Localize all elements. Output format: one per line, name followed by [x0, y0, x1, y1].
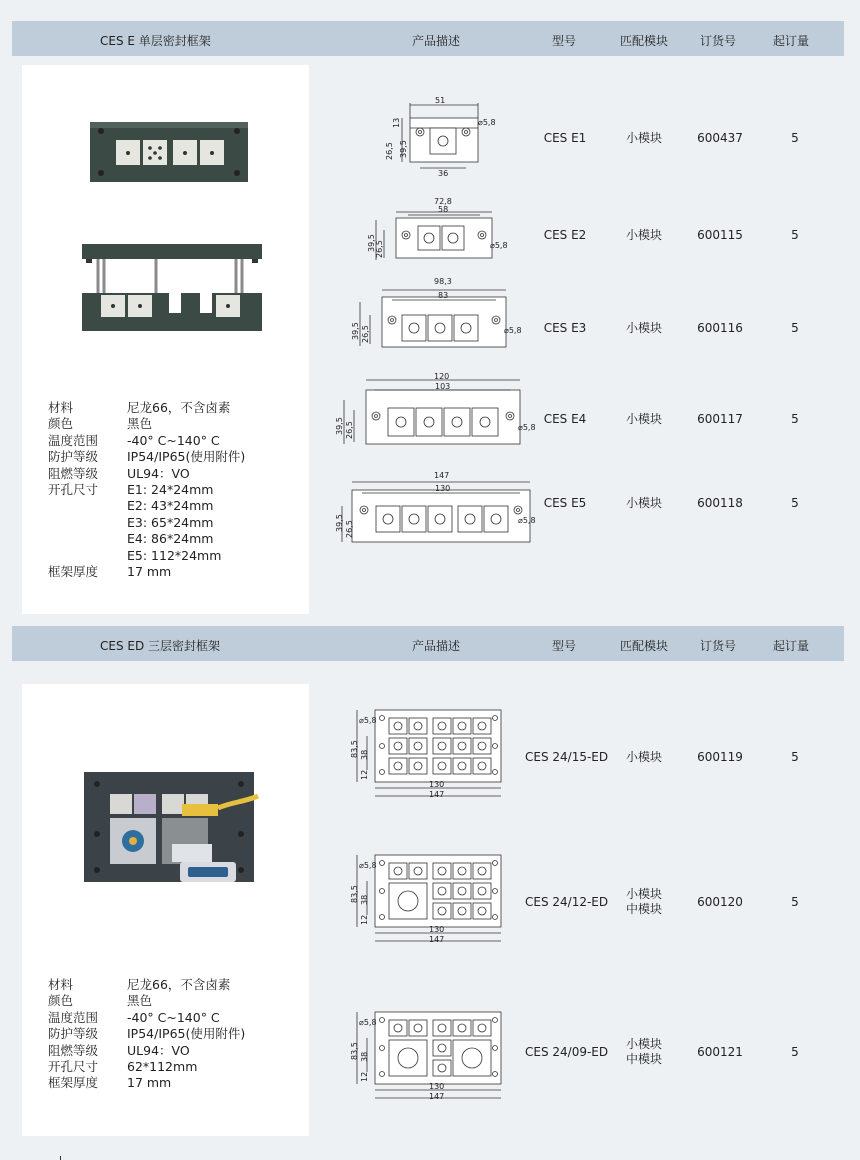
- order-cell: 600116: [697, 321, 743, 335]
- model-cell: CES 24/12-ED: [525, 895, 609, 909]
- spec-key: 开孔尺寸: [48, 1059, 99, 1075]
- spec-row: [48, 498, 245, 514]
- spec-key: 开孔尺寸: [48, 482, 99, 498]
- drawing-24-09-ed: [350, 1012, 501, 1101]
- dim-label: 13: [392, 117, 401, 128]
- drawing-e3: [351, 277, 522, 347]
- dim-label: ⌀5,8: [518, 423, 536, 432]
- dim-label: 83,5: [350, 1042, 359, 1060]
- model-cell: CES 24/15-ED: [525, 750, 609, 764]
- spec-value: -40° C~140° C: [127, 432, 220, 448]
- dim-label: 38: [360, 1051, 369, 1062]
- spec-key: 框架厚度: [48, 564, 99, 580]
- order-cell: 600117: [697, 412, 743, 426]
- spec-value: IP54/IP65(使用附件): [127, 449, 246, 465]
- spec-value: UL94：VO: [127, 465, 190, 481]
- order-cell: 600118: [697, 496, 743, 510]
- spec-value: 17 mm: [127, 564, 172, 580]
- spec-row: [48, 977, 245, 993]
- dim-label: ⌀5,8: [518, 516, 536, 525]
- moq-cell: 5: [791, 750, 799, 764]
- spec-row: [48, 400, 245, 416]
- spec-row: [48, 1075, 245, 1091]
- spec-key: [48, 515, 127, 531]
- spec-key: 材料: [48, 400, 74, 415]
- spec-key: 框架厚度: [48, 1075, 99, 1091]
- dim-label: 39,5: [335, 514, 344, 532]
- col-order: 订货号: [700, 34, 737, 48]
- module-cell: 小模块: [625, 412, 662, 426]
- spec-row: [48, 1043, 245, 1059]
- dim-label: ⌀5,8: [490, 241, 508, 250]
- col-model: 型号: [552, 34, 577, 48]
- moq-cell: 5: [791, 228, 799, 242]
- section-title: CES ED 三层密封框架: [100, 639, 221, 653]
- section-header-ces-e: [12, 21, 844, 56]
- spec-row: [48, 1059, 245, 1075]
- moq-cell: 5: [791, 321, 799, 335]
- dim-label: 130: [429, 1082, 445, 1091]
- spec-key: 阻燃等级: [48, 465, 99, 481]
- module-cell: 小模块: [625, 750, 662, 764]
- model-cell: CES E4: [543, 412, 587, 426]
- spec-value: IP54/IP65(使用附件): [127, 1026, 246, 1042]
- dim-label: 26,5: [345, 520, 354, 538]
- drawing-24-15-ed: [350, 710, 501, 799]
- col-desc: 产品描述: [412, 639, 461, 653]
- dim-label: 51: [435, 96, 446, 105]
- dim-label: 72,8: [434, 197, 452, 206]
- spec-row: [48, 482, 245, 498]
- spec-value: 黑色: [127, 993, 153, 1009]
- dim-label: 83,5: [350, 740, 359, 758]
- spec-row: [48, 1026, 245, 1042]
- drawing-e4: [335, 372, 536, 444]
- model-cell: CES E3: [543, 321, 587, 335]
- model-cell: CES 24/09-ED: [525, 1045, 609, 1059]
- section-title: CES E 单层密封框架: [100, 34, 211, 48]
- dim-label: 83: [438, 291, 449, 300]
- spec-key: 温度范围: [48, 1009, 99, 1025]
- drawing-e2: [367, 197, 508, 260]
- drawings-ces-e: [330, 90, 536, 610]
- spec-key: [48, 548, 127, 564]
- spec-row: [48, 1010, 245, 1026]
- dim-label: 38: [360, 749, 369, 760]
- dim-label: 39,5: [351, 322, 360, 340]
- col-model: 型号: [552, 639, 577, 653]
- spec-key: 防护等级: [48, 1026, 99, 1042]
- spec-row: [48, 531, 245, 547]
- spec-key: 温度范围: [48, 432, 99, 448]
- dim-label: 58: [438, 205, 449, 214]
- moq-cell: 5: [791, 412, 799, 426]
- dim-label: 83,5: [350, 885, 359, 903]
- spec-key: 阻燃等级: [48, 1042, 99, 1058]
- dim-label: 12: [360, 1071, 369, 1082]
- col-order: 订货号: [700, 639, 737, 653]
- spec-value: 17 mm: [127, 1075, 172, 1091]
- module-cell: 小模块: [625, 131, 662, 145]
- page-tick-mark: [60, 1156, 61, 1160]
- spec-row: [48, 548, 245, 564]
- dim-label: 147: [429, 1092, 445, 1101]
- dim-label: 39,5: [335, 417, 344, 435]
- spec-value: E5: 112*24mm: [127, 547, 222, 563]
- module-cell: 小模块: [625, 887, 662, 901]
- spec-key: 材料: [48, 977, 74, 992]
- dim-label: ⌀5,8: [478, 118, 496, 127]
- dim-label: 98,3: [434, 277, 452, 286]
- module-cell-2: 中模块: [625, 1052, 662, 1066]
- order-cell: 600119: [697, 750, 743, 764]
- dim-label: 12: [360, 914, 369, 925]
- section-header-ces-ed: [12, 626, 844, 661]
- order-cell: 600115: [697, 228, 743, 242]
- dim-label: 120: [434, 372, 450, 381]
- module-cell: 小模块: [625, 321, 662, 335]
- spec-key: 防护等级: [48, 449, 99, 465]
- dim-label: 39,5: [399, 140, 408, 158]
- module-cell: 小模块: [625, 228, 662, 242]
- dim-label: 130: [429, 925, 445, 934]
- spec-key: 颜色: [48, 416, 74, 432]
- spec-list-ces-e: [48, 400, 245, 580]
- spec-value: 尼龙66，不含卤素: [127, 977, 231, 992]
- drawing-e5: [335, 471, 530, 542]
- col-moq: 起订量: [773, 34, 810, 48]
- dim-label: ⌀5,8: [504, 326, 522, 335]
- dim-label: 38: [360, 894, 369, 905]
- spec-value: E3: 65*24mm: [127, 514, 214, 530]
- drawings-ces-ed: [345, 700, 525, 1120]
- dim-label: ⌀5,8: [359, 1018, 377, 1027]
- spec-row: [48, 993, 245, 1009]
- spec-row: [48, 564, 245, 580]
- module-cell-2: 中模块: [625, 902, 662, 916]
- drawing-24-12-ed: [350, 855, 501, 944]
- dim-label: 147: [429, 935, 445, 944]
- dim-label: ⌀5,8: [359, 861, 377, 870]
- dim-label: 26,5: [375, 240, 384, 258]
- moq-cell: 5: [791, 496, 799, 510]
- spec-value: 黑色: [127, 416, 153, 432]
- dim-label: 103: [435, 382, 451, 391]
- drawing-e1: [385, 96, 496, 178]
- order-cell: 600437: [697, 131, 743, 145]
- dim-label: 130: [435, 484, 451, 493]
- moq-cell: 5: [791, 131, 799, 145]
- spec-value: 尼龙66，不含卤素: [127, 400, 231, 415]
- col-module: 匹配模块: [620, 639, 669, 653]
- dim-label: 12: [360, 769, 369, 780]
- dim-label: ⌀5,8: [359, 716, 377, 725]
- model-cell: CES E2: [543, 228, 587, 242]
- spec-value: E2: 43*24mm: [127, 498, 214, 514]
- spec-row: [48, 433, 245, 449]
- spec-key: [48, 531, 127, 547]
- spec-row: [48, 416, 245, 432]
- spec-row: [48, 466, 245, 482]
- spec-value: 62*112mm: [127, 1059, 198, 1075]
- spec-row: [48, 449, 245, 465]
- dim-label: 147: [429, 790, 445, 799]
- dim-label: 26,5: [361, 325, 370, 343]
- dim-label: 26,5: [385, 142, 394, 160]
- dim-label: 130: [429, 780, 445, 789]
- order-cell: 600121: [697, 1045, 743, 1059]
- spec-key: 颜色: [48, 993, 74, 1009]
- spec-value: UL94：VO: [127, 1042, 190, 1058]
- spec-key: [48, 498, 127, 514]
- moq-cell: 5: [791, 895, 799, 909]
- order-cell: 600120: [697, 895, 743, 909]
- model-cell: CES E1: [543, 131, 587, 145]
- col-moq: 起订量: [773, 639, 810, 653]
- col-module: 匹配模块: [620, 34, 669, 48]
- module-cell: 小模块: [625, 496, 662, 510]
- spec-value: E4: 86*24mm: [127, 531, 214, 547]
- dim-label: 39,5: [367, 234, 376, 252]
- dim-label: 147: [434, 471, 450, 480]
- model-cell: CES E5: [543, 496, 587, 510]
- spec-list-ces-ed: [48, 977, 245, 1092]
- spec-row: [48, 515, 245, 531]
- col-desc: 产品描述: [412, 34, 461, 48]
- dim-label: 36: [438, 169, 449, 178]
- dim-label: 26,5: [345, 421, 354, 439]
- spec-value: E1: 24*24mm: [127, 482, 214, 498]
- moq-cell: 5: [791, 1045, 799, 1059]
- module-cell: 小模块: [625, 1037, 662, 1051]
- spec-value: -40° C~140° C: [127, 1009, 220, 1025]
